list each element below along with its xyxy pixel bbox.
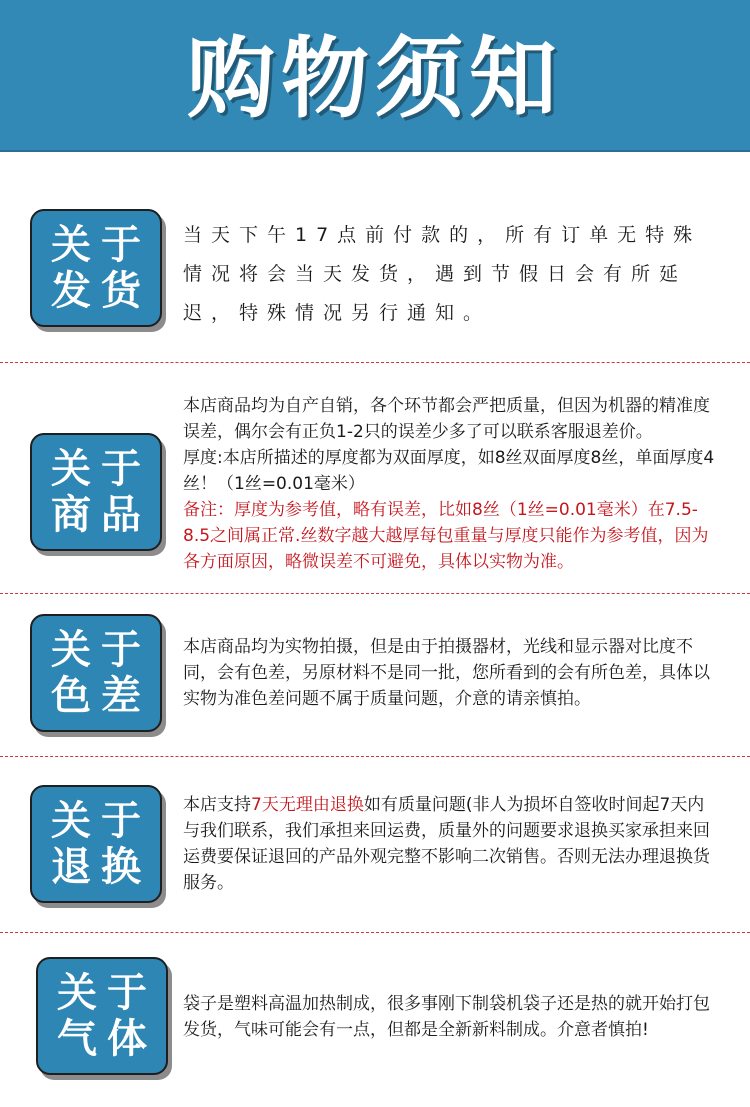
section-shipping: [0, 150, 750, 362]
badge-product: [30, 433, 162, 551]
badge-returns: [30, 785, 162, 903]
section-odor: [0, 933, 750, 1107]
badge-color: [30, 614, 162, 732]
odor-text: 袋子是塑料高温加热制成，很多事刚下制袋机袋子还是热的就开始打包发货，气味可能会有一点，但都是全新新料制成。介意者慎拍!: [183, 994, 710, 1040]
page-title: 购物须知: [186, 27, 563, 130]
section-text: [183, 393, 720, 575]
badge-line-2: 退换: [51, 844, 151, 890]
section-returns: [0, 757, 750, 932]
shipping-text: 当天下午17点前付款的，所有订单无特殊情况将会当天发货，遇到节假日会有所延迟，特殊情况另行通知。: [183, 224, 702, 324]
section-color: [0, 594, 750, 756]
returns-text-after: 如有质量问题(非人为损坏自签收时间起7天内与我们联系，我们承担来回运费，质量外的问题要求退换买家承担来回运费要保证退回的产品外观完整不影响二次销售。否则无法办理退换货服务。: [183, 795, 710, 893]
badge-line-2: 气体: [57, 1016, 157, 1062]
section-text: [183, 991, 720, 1043]
badge-line-1: 关于: [57, 970, 157, 1016]
section-text: [183, 792, 720, 896]
badge-line-1: 关于: [51, 446, 151, 492]
badge-line-2: 色差: [51, 673, 151, 719]
returns-highlight: 7天无理由退换: [251, 795, 364, 815]
badge-line-2: 商品: [51, 492, 151, 538]
badge-line-2: 发货: [51, 268, 151, 314]
badge-line-1: 关于: [51, 222, 151, 268]
product-note: 备注：厚度为参考值，略有误差，比如8丝（1丝=0.01毫米）在7.5-8.5之间属正常.丝数字越大越厚每包重量与厚度只能作为参考值，因为各方面原因，略微误差不可避免，具体以实物为准。: [183, 500, 709, 572]
section-text: [183, 634, 720, 712]
badge-shipping: [30, 209, 162, 327]
badge-odor: [36, 957, 168, 1075]
badge-line-1: 关于: [51, 798, 151, 844]
returns-text: [183, 792, 720, 896]
section-text: [183, 216, 720, 333]
color-text: 本店商品均为实物拍摄，但是由于拍摄器材，光线和显示器对比度不同，会有色差，另原材料不是同一批，您所看到的会有所色差，具体以实物为准色差问题不属于质量问题，介意的请亲慎拍。: [183, 637, 710, 709]
returns-text-before: 本店支持: [183, 795, 251, 815]
section-product: [0, 363, 750, 593]
badge-line-1: 关于: [51, 627, 151, 673]
product-text-2: 厚度:本店所描述的厚度都为双面厚度，如8丝双面厚度8丝，单面厚度4丝！（1丝=0.01毫米）: [183, 448, 715, 494]
product-text-1: 本店商品均为自产自销，各个环节都会严把质量，但因为机器的精准度误差，偶尔会有正负1-2只的误差少多了可以联系客服退差价。: [183, 396, 710, 442]
header-banner: [0, 0, 750, 152]
